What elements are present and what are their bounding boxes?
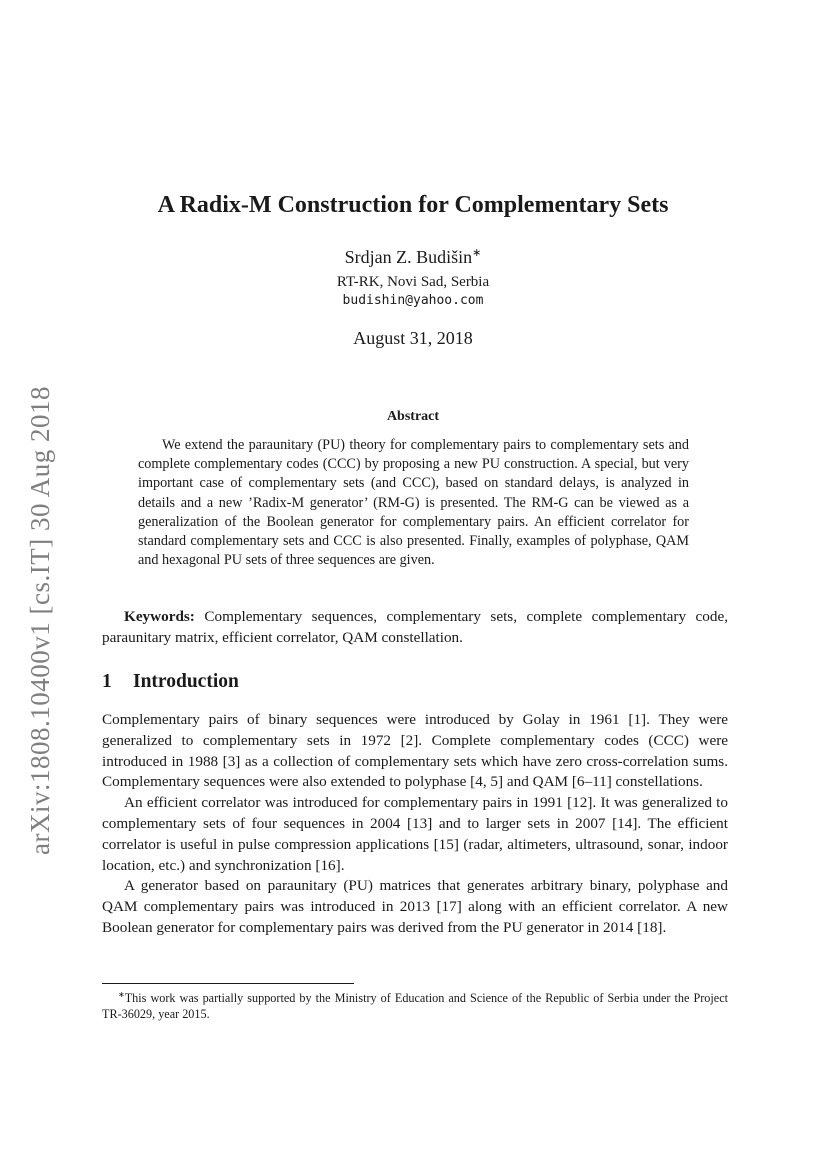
body-paragraph: A generator based on paraunitary (PU) matrices that generates arbitrary binary, polyphase and QAM complementary pairs was introduced in 2013 [17] along with an efficient correlator. A new Boolean generator for complementary pairs was derived from the PU generator in 2014 [18]. bbox=[102, 877, 728, 936]
paper-title: A Radix-M Construction for Complementary Sets bbox=[157, 192, 669, 218]
footnote-mark: ∗ bbox=[118, 990, 125, 999]
paper-date: August 31, 2018 bbox=[353, 328, 473, 348]
keywords-label: Keywords: bbox=[124, 608, 195, 625]
section-number: 1 bbox=[102, 671, 112, 692]
abstract-heading: Abstract bbox=[386, 409, 440, 424]
body-paragraph: Complementary pairs of binary sequences were introduced by Golay in 1961 [1]. They were generalized to complementary sets in 1972 [2]. Complete complementary codes (CCC) were introduced in 1988 [3] as a collection of complementary sets which have zero cross-correlation sums. Complementary sequences were also extended to polyphase [4, 5] and QAM [6–11] constellations. bbox=[102, 711, 728, 791]
author-email: budishin@yahoo.com bbox=[342, 293, 484, 308]
affiliation: RT-RK, Novi Sad, Serbia bbox=[336, 274, 490, 290]
footnote-rule bbox=[102, 983, 354, 984]
body-paragraph: An efficient correlator was introduced for complementary pairs in 1991 [12]. It was generalized to complementary sets of four sequences in 2004 [13] and to larger sets in 2007 [14]. The efficient correlator is useful in pulse compression applications [15] (radar, altimeters, ultrasound, sonar, indoor location, etc.) and synchronization [16]. bbox=[102, 794, 728, 874]
section-body bbox=[102, 710, 728, 939]
author-line bbox=[0, 246, 826, 268]
abstract-text: We extend the paraunitary (PU) theory for complementary pairs to complementary sets and complete complementary codes (CCC) by proposing a new PU construction. A special, but very important case of complementary sets (and CCC), based on standard delays, is analyzed in details and a new ’Radix-M generator’ (RM-G) is presented. The RM-G can be viewed as a generalization of the Boolean generator for complementary pairs. An efficient correlator for standard complementary sets and CCC is also presented. Finally, examples of polyphase, QAM and hexagonal PU sets of three sequences are given. bbox=[138, 437, 689, 569]
keywords-paragraph bbox=[102, 606, 728, 648]
author-footnote-mark: ∗ bbox=[472, 247, 482, 259]
section-title: Introduction bbox=[133, 671, 239, 692]
arxiv-id: arXiv:1808.10400v1 [cs.IT] 30 Aug 2018 bbox=[24, 385, 55, 855]
section-heading bbox=[102, 671, 239, 693]
keywords-text: Complementary sequences, complementary sets, complete complementary code, paraunitary matrix, efficient correlator, QAM constellation. bbox=[102, 608, 728, 646]
author-name: Srdjan Z. Budišin bbox=[344, 247, 473, 267]
footnote-text: This work was partially supported by the Ministry of Education and Science of the Republic of Serbia under the Project TR-36029, year 2015. bbox=[102, 991, 728, 1022]
footnote bbox=[102, 987, 728, 1022]
